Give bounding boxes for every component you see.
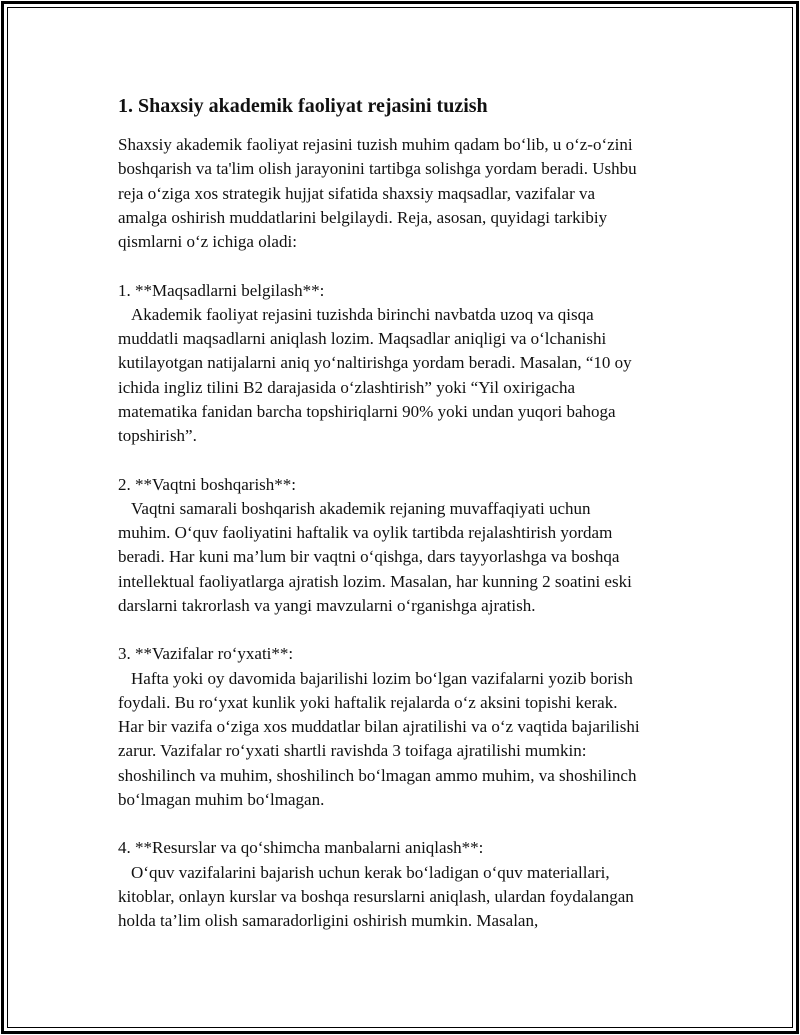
section-1	[118, 279, 698, 449]
text-line: muhim. O‘quv faoliyatini haftalik va oylik tartibda rejalashtirish yordam	[118, 523, 613, 542]
section-2	[118, 473, 698, 619]
text-line: muddatli maqsadlarni aniqlash lozim. Maqsadlar aniqligi va o‘lchanishi	[118, 329, 607, 348]
text-line: Shaxsiy akademik faoliyat rejasini tuzish muhim qadam bo‘lib, u o‘z-o‘zini	[118, 135, 633, 154]
text-line: amalga oshirish muddatlarini belgilaydi. Reja, asosan, quyidagi tarkibiy	[118, 207, 608, 227]
text-line: shoshilinch va muhim, shoshilinch bo‘lmagan ammo muhim, va shoshilinch	[118, 765, 637, 785]
section-3	[118, 642, 698, 812]
section-2-title: 2. **Vaqtni boshqarish**:	[118, 474, 297, 494]
document-body	[118, 92, 698, 933]
text-line: qismlarni o‘z ichiga oladi:	[118, 232, 297, 251]
text-line: reja o‘ziga xos strategik hujjat sifatida shaxsiy maqsadlar, vazifalar va	[118, 183, 596, 203]
text-line: kutilayotgan natijalarni aniq yo‘naltirishga yordam beradi. Masalan, “10 oy	[118, 353, 632, 373]
text-line: bo‘lmagan muhim bo‘lmagan.	[118, 789, 325, 809]
text-line: zarur. Vazifalar ro‘yxati shartli ravishda 3 toifaga ajratilishi mumkin:	[118, 741, 587, 761]
text-line: Hafta yoki oy davomida bajarilishi lozim bo‘lgan vazifalarni yozib borish	[131, 668, 633, 688]
text-line: Har bir vazifa o‘ziga xos muddatlar bilan ajratilishi va o‘z vaqtida bajarilishi	[118, 717, 640, 736]
text-line: kitoblar, onlayn kurslar va boshqa resurslarni aniqlash, ulardan foydalangan	[118, 886, 634, 906]
text-line: holda ta’lim olish samaradorligini oshirish mumkin. Masalan,	[118, 911, 539, 930]
text-line: ichida ingliz tilini B2 darajasida o‘zlashtirish” yoki “Yil oxirigacha	[118, 377, 575, 397]
section-1-title: 1. **Maqsadlarni belgilash**:	[118, 280, 325, 300]
text-line: matematika fanidan barcha topshiriqlarni 90% yoki undan yuqori bahoga	[118, 401, 616, 421]
paragraph-spacer	[118, 448, 698, 472]
paragraph-spacer	[118, 618, 698, 642]
text-line: foydali. Bu ro‘yxat kunlik yoki haftalik rejalarda o‘z aksini topishi kerak.	[118, 692, 618, 712]
intro-paragraph	[118, 133, 698, 254]
text-line: Akademik faoliyat rejasini tuzishda birinchi navbatda uzoq va qisqa	[131, 304, 594, 324]
text-line: darslarni takrorlash va yangi mavzularni o‘rganishga ajratish.	[118, 595, 536, 615]
section-4-title: 4. **Resurslar va qo‘shimcha manbalarni aniqlash**:	[118, 838, 484, 858]
text-line: beradi. Har kuni ma’lum bir vaqtni o‘qishga, dars tayyorlashga va boshqa	[118, 547, 620, 567]
section-4	[118, 836, 698, 933]
text-line: intellektual faoliyatlarga ajratish lozim. Masalan, har kunning 2 soatini eski	[118, 571, 632, 591]
section-3-title: 3. **Vazifalar ro‘yxati**:	[118, 644, 294, 664]
text-line: Vaqtni samarali boshqarish akademik rejaning muvaffaqiyati uchun	[131, 498, 591, 518]
document-text	[118, 133, 698, 933]
document-heading: 1. Shaxsiy akademik faoliyat rejasini tuzish	[118, 95, 488, 117]
text-line: boshqarish va ta'lim olish jarayonini tartibga solishga yordam beradi. Ushbu	[118, 159, 637, 179]
paragraph-spacer	[118, 254, 698, 278]
text-line: O‘quv vazifalarini bajarish uchun kerak bo‘ladigan o‘quv materiallari,	[131, 862, 610, 882]
text-line: topshirish”.	[118, 426, 197, 445]
paragraph-spacer	[118, 812, 698, 836]
